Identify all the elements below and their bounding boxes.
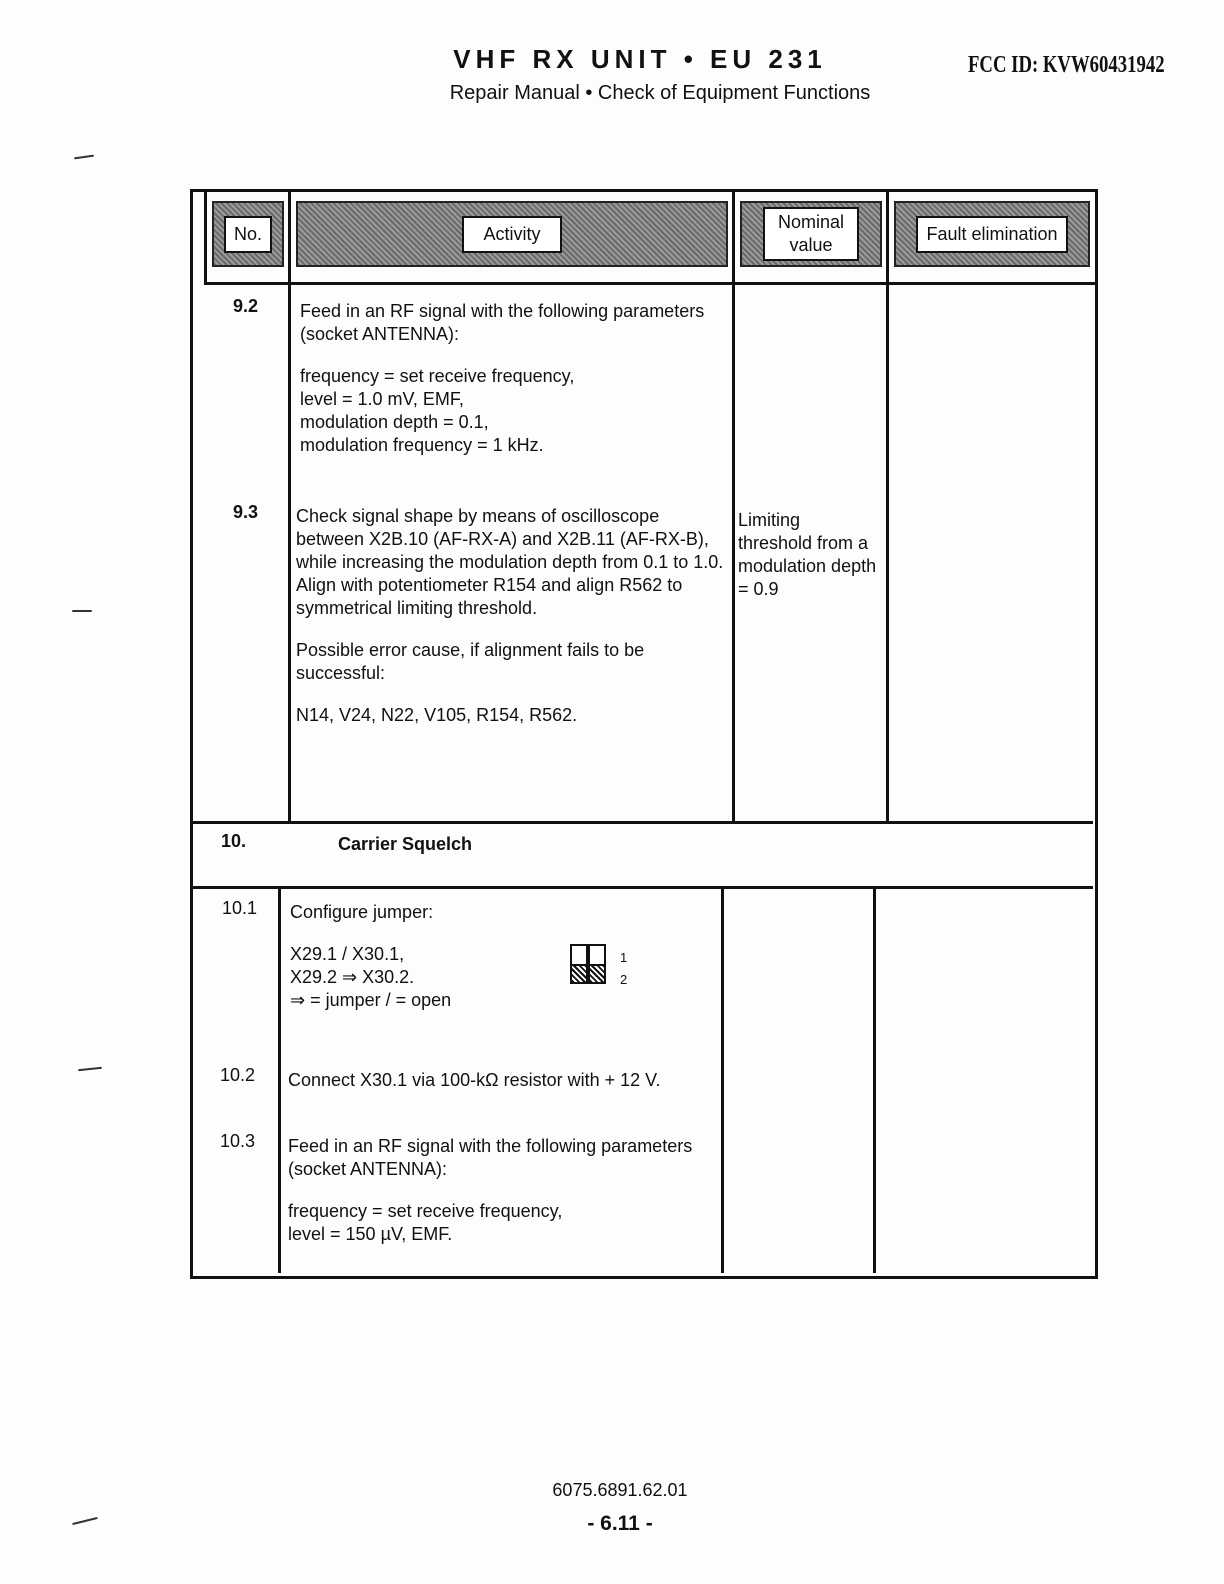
col-rule bbox=[886, 192, 889, 821]
jumper-pin-left bbox=[570, 944, 588, 984]
jumper-label-1: 1 bbox=[620, 950, 628, 965]
scan-mark bbox=[78, 1067, 102, 1071]
step-number: 9.3 bbox=[233, 502, 259, 522]
section-rule-bottom bbox=[193, 886, 1093, 889]
col-rule bbox=[278, 889, 281, 1273]
nominal-value: Limiting threshold from a modulation depth = 0.9 bbox=[738, 510, 877, 599]
section-title: Carrier Squelch bbox=[338, 834, 473, 854]
activity-paragraph: Connect X30.1 via 100-kΩ resistor with + 12 V. bbox=[288, 1070, 661, 1090]
jumper-diagram bbox=[570, 944, 628, 988]
header-cell-fault bbox=[894, 201, 1090, 267]
activity-paragraph: Feed in an RF signal with the following parameters (socket ANTENNA): bbox=[288, 1136, 693, 1179]
col-rule bbox=[204, 192, 207, 282]
step-number: 10.3 bbox=[220, 1131, 256, 1151]
scan-mark bbox=[74, 155, 94, 160]
col-rule bbox=[873, 889, 876, 1273]
header-fault: Fault elimination bbox=[916, 216, 1067, 253]
header-rule bbox=[204, 282, 1098, 285]
step-activity bbox=[290, 901, 710, 1012]
document-subtitle: Repair Manual • Check of Equipment Functions bbox=[449, 82, 871, 104]
col-rule bbox=[732, 192, 735, 821]
step-activity bbox=[296, 505, 724, 727]
header-cell-nominal bbox=[740, 201, 882, 267]
section-rule-top bbox=[193, 821, 1093, 824]
section-number: 10. bbox=[221, 831, 247, 851]
scan-mark bbox=[72, 610, 92, 612]
header-cell-activity bbox=[296, 201, 728, 267]
activity-parameters: frequency = set receive frequency, level = 150 µV, EMF. bbox=[288, 1201, 563, 1244]
activity-paragraph: Configure jumper: bbox=[290, 902, 434, 922]
step-number: 9.2 bbox=[233, 296, 259, 316]
step-activity bbox=[300, 300, 725, 457]
activity-paragraph: Check signal shape by means of oscilloscope between X2B.10 (AF-RX-A) and X2B.11 (AF-RX-B), while increasing the modulation depth from 0.1 to 1.0. Align with potentiometer R154 and align R562 to symmetrical limiting threshold. bbox=[296, 506, 724, 618]
scan-mark bbox=[72, 1517, 98, 1525]
col-rule bbox=[1095, 192, 1098, 282]
header-cell-no bbox=[212, 201, 284, 267]
fcc-id: FCC ID: KVW60431942 bbox=[968, 52, 1165, 78]
jumper-config: X29.1 / X30.1, X29.2 ⇒ X30.2. ⇒ = jumper / = open bbox=[290, 944, 452, 1010]
step-number: 10.2 bbox=[220, 1065, 256, 1085]
activity-parameters: frequency = set receive frequency, level = 1.0 mV, EMF, modulation depth = 0.1, modulation frequency = 1 kHz. bbox=[300, 366, 575, 455]
step-activity bbox=[288, 1069, 718, 1092]
document-number: 6075.6891.62.01 bbox=[552, 1480, 688, 1500]
jumper-pin-right bbox=[588, 944, 606, 984]
col-rule bbox=[721, 889, 724, 1273]
jumper-label-2: 2 bbox=[620, 972, 628, 987]
activity-paragraph: Possible error cause, if alignment fails to be successful: bbox=[296, 640, 645, 683]
activity-paragraph: Feed in an RF signal with the following parameters (socket ANTENNA): bbox=[300, 301, 705, 344]
header-nominal: Nominal value bbox=[763, 207, 859, 261]
document-title: VHF RX UNIT • EU 231 bbox=[453, 44, 827, 74]
col-rule bbox=[288, 192, 291, 821]
error-causes: N14, V24, N22, V105, R154, R562. bbox=[296, 705, 578, 725]
header-no: No. bbox=[224, 216, 272, 253]
header-activity: Activity bbox=[462, 216, 562, 253]
page-number: - 6.11 - bbox=[587, 1512, 653, 1535]
step-number: 10.1 bbox=[222, 898, 258, 918]
step-activity bbox=[288, 1135, 708, 1246]
